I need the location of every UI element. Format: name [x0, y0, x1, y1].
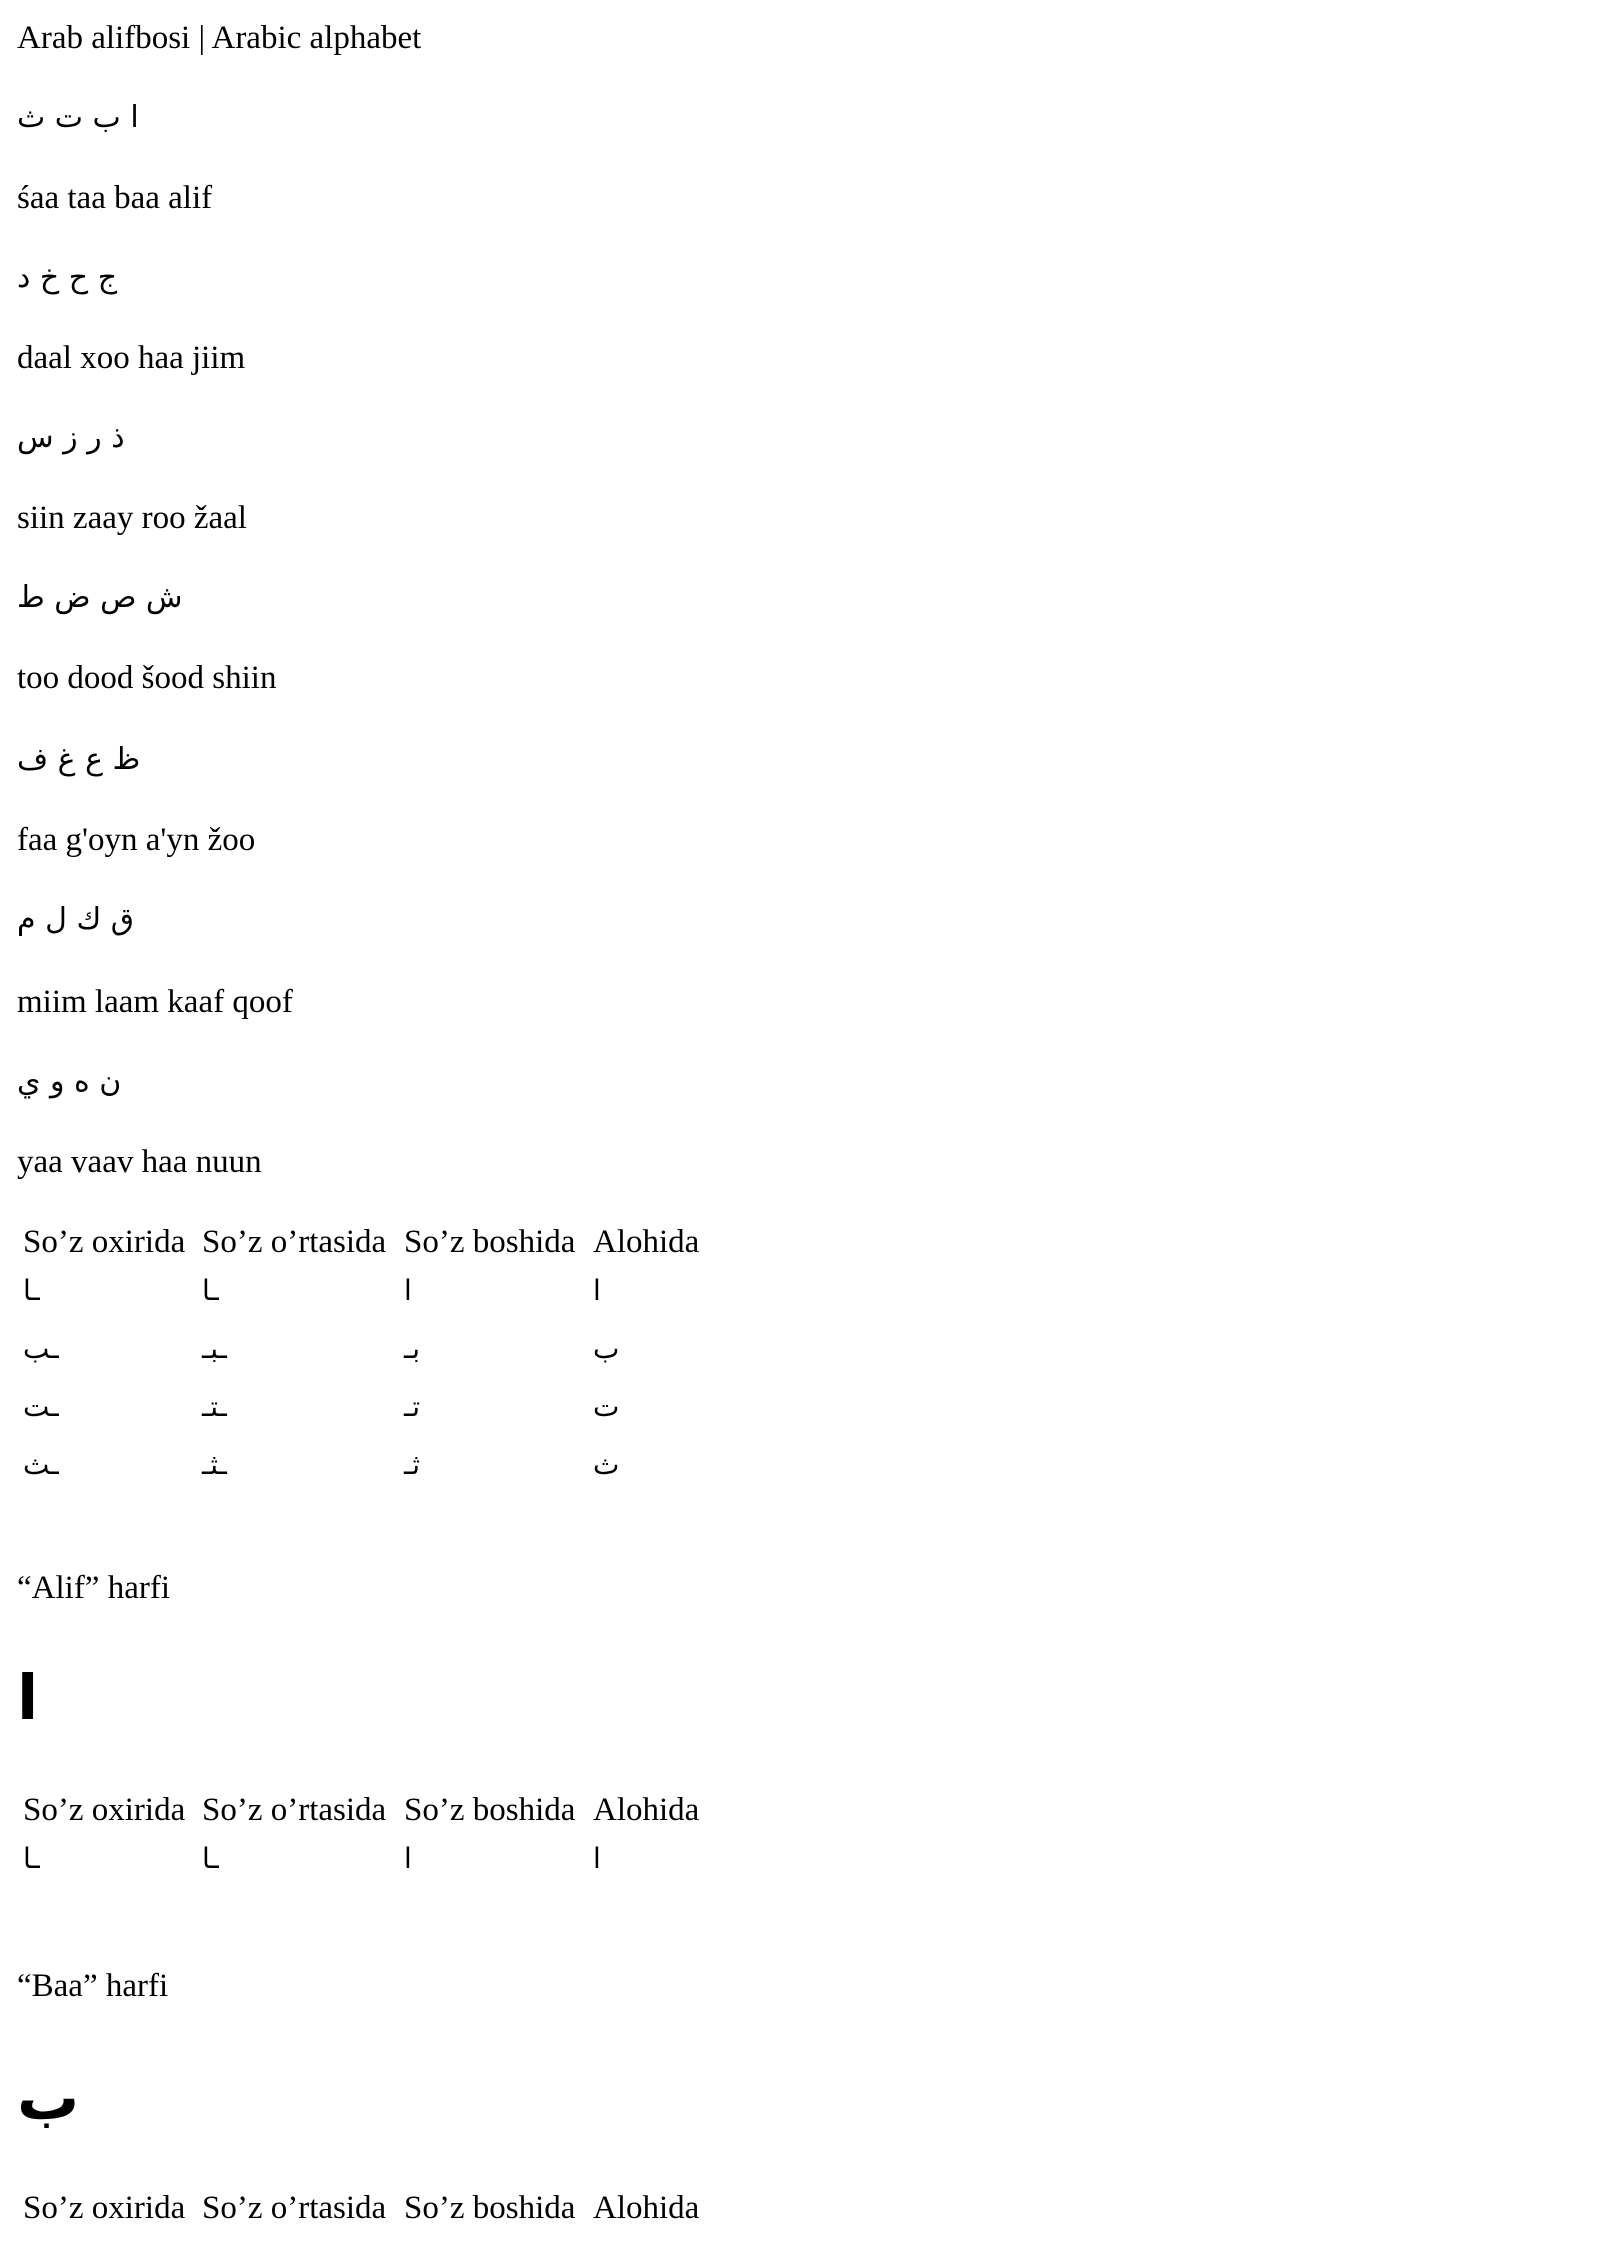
- letter-names-row: daal xoo haa jiim: [17, 340, 246, 376]
- table-cell: ـب: [23, 1332, 59, 1365]
- section-heading-alif: “Alif” harfi: [17, 1570, 170, 1606]
- table-cell: ـثـ: [202, 1448, 227, 1481]
- table-header-row: [17, 1222, 709, 1262]
- letter-names-row: too dood šood shiin: [17, 660, 277, 696]
- arabic-letters-row: ج ح خ د: [17, 260, 118, 295]
- table-header-cell: So’z oxirida: [23, 1792, 186, 1828]
- table-header-cell: So’z boshida: [404, 1224, 576, 1260]
- baa-forms-table: [17, 2188, 709, 2228]
- table-row: [17, 1262, 709, 1320]
- table-header-cell: So’z boshida: [404, 1792, 576, 1828]
- table-cell: ب: [593, 1332, 620, 1365]
- document-title: Arab alifbosi | Arabic alphabet: [17, 20, 422, 56]
- table-cell: ـتـ: [202, 1390, 227, 1423]
- table-cell: ـا: [202, 1842, 219, 1875]
- table-cell: ـا: [23, 1274, 40, 1307]
- table-row: [17, 1436, 709, 1494]
- table-cell: بـ: [404, 1332, 420, 1365]
- arabic-letters-row: ظ ع غ ف: [17, 742, 141, 777]
- letter-names-row: siin zaay roo žaal: [17, 500, 247, 536]
- table-cell: ا: [593, 1842, 601, 1875]
- arabic-letters-row: ش ص ض ط: [17, 580, 183, 615]
- table-row: [17, 1320, 709, 1378]
- table-cell: ت: [593, 1390, 620, 1423]
- arabic-letters-row: ذ ر ز س: [17, 420, 125, 455]
- letter-names-row: miim laam kaaf qoof: [17, 984, 293, 1020]
- table-cell: ا: [404, 1274, 412, 1307]
- large-letter-glyph: ا: [17, 1661, 39, 1734]
- table-cell: ا: [404, 1842, 412, 1875]
- letter-names-row: yaa vaav haa nuun: [17, 1144, 262, 1180]
- table-cell: ـا: [23, 1842, 40, 1875]
- table-cell: ث: [593, 1448, 620, 1481]
- table-header-cell: So’z boshida: [404, 2190, 576, 2226]
- table-cell: ـث: [23, 1448, 59, 1481]
- arabic-letters-row: ق ك ل م: [17, 902, 134, 937]
- section-heading-baa: “Baa” harfi: [17, 1968, 169, 2004]
- letter-forms-table: [17, 1222, 709, 1494]
- table-header-cell: So’z o’rtasida: [202, 1224, 387, 1260]
- large-letter-glyph: ب: [17, 2061, 80, 2134]
- table-cell: ا: [593, 1274, 601, 1307]
- table-header-cell: Alohida: [593, 1792, 700, 1828]
- table-row: [17, 1830, 709, 1888]
- arabic-letters-row: ا ب ت ث: [17, 100, 139, 135]
- table-cell: ـا: [202, 1274, 219, 1307]
- table-header-cell: Alohida: [593, 1224, 700, 1260]
- letter-names-row: śaa taa baa alif: [17, 180, 213, 216]
- table-cell: ـبـ: [202, 1332, 227, 1365]
- table-header-row: [17, 1790, 709, 1830]
- table-header-cell: So’z o’rtasida: [202, 1792, 387, 1828]
- alif-forms-table: [17, 1790, 709, 1888]
- letter-names-row: faa g'oyn a'yn žoo: [17, 822, 256, 858]
- table-cell: ثـ: [404, 1448, 420, 1481]
- table-header-cell: Alohida: [593, 2190, 700, 2226]
- table-header-cell: So’z o’rtasida: [202, 2190, 387, 2226]
- table-header-cell: So’z oxirida: [23, 2190, 186, 2226]
- table-row: [17, 1378, 709, 1436]
- table-cell: تـ: [404, 1390, 420, 1423]
- table-header-row: [17, 2188, 709, 2228]
- table-cell: ـت: [23, 1390, 59, 1423]
- arabic-letters-row: ن ه و ي: [17, 1064, 122, 1099]
- table-header-cell: So’z oxirida: [23, 1224, 186, 1260]
